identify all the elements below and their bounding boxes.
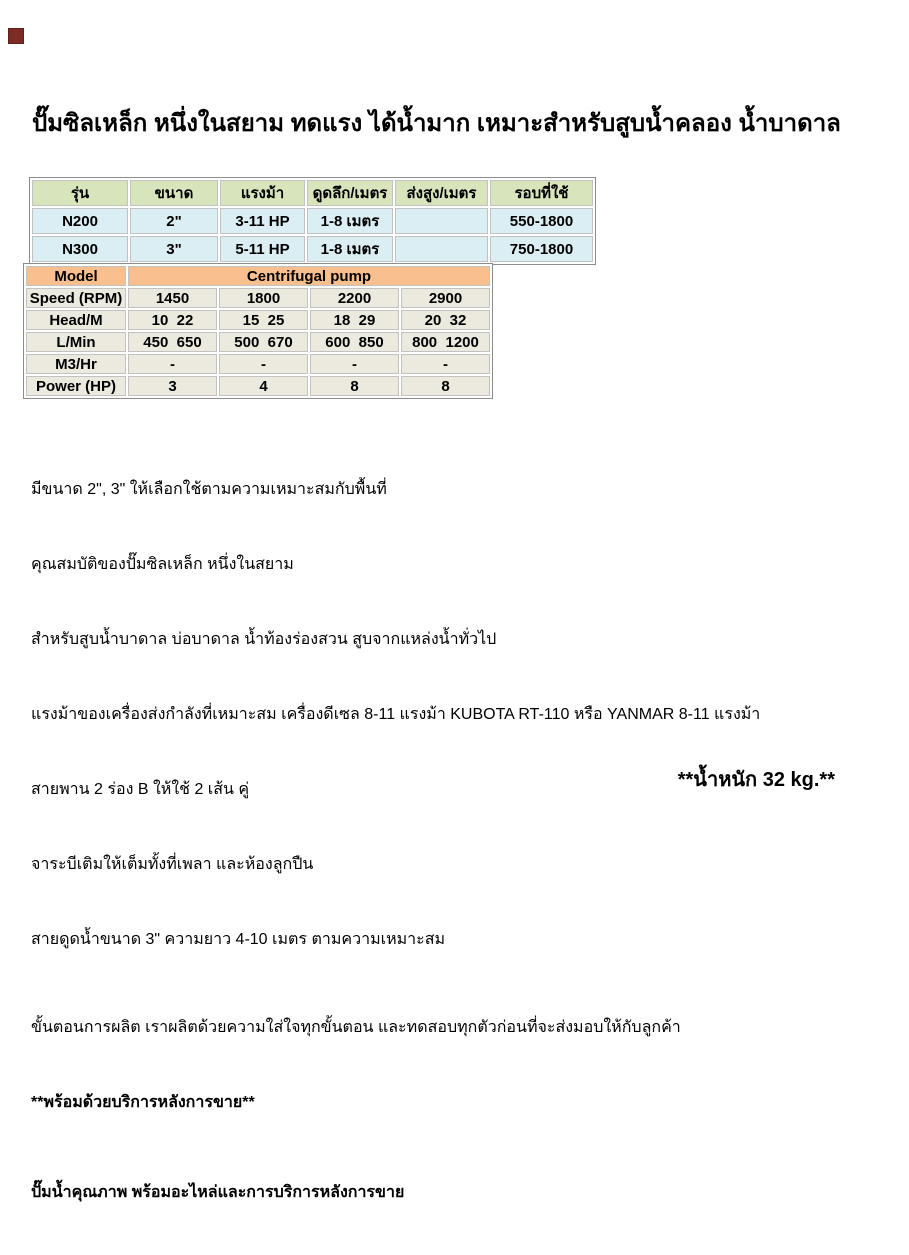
table-cell: 10 22 bbox=[128, 310, 217, 330]
body-line: สายพาน 2 ร่อง B ให้ใช้ 2 เส้น คู่ bbox=[31, 781, 250, 798]
table-cell: 5-11 HP bbox=[220, 236, 305, 262]
body-line: มีขนาด 2", 3" ให้เลือกใช้ตามความเหมาะสมกับพื้นที่ bbox=[31, 481, 387, 498]
row-label: Power (HP) bbox=[26, 376, 126, 396]
pump-header-centrifugal: Centrifugal pump bbox=[128, 266, 490, 286]
after-sales-note: **พร้อมด้วยบริการหลังการขาย** bbox=[31, 1094, 255, 1111]
spec-header-size: ขนาด bbox=[130, 180, 218, 206]
spec-header-head: ส่งสูง/เมตร bbox=[395, 180, 488, 206]
table-cell: 4 bbox=[219, 376, 308, 396]
table-cell: 550-1800 bbox=[490, 208, 593, 234]
table-cell: 3-11 HP bbox=[220, 208, 305, 234]
table-cell: 600 850 bbox=[310, 332, 399, 352]
spec-header-rpm: รอบที่ใช้ bbox=[490, 180, 593, 206]
table-cell: 20 32 bbox=[401, 310, 490, 330]
body-line: คุณสมบัติของปั๊มซิลเหล็ก หนึ่งในสยาม bbox=[31, 556, 294, 573]
table-cell: - bbox=[128, 354, 217, 374]
body-line: สำหรับสูบน้ำบาดาล บ่อบาดาล น้ำท้องร่องสวน สูบจากแหล่งน้ำทั่วไป bbox=[31, 631, 497, 648]
weight-note: **น้ำหนัก 32 kg.** bbox=[677, 769, 835, 791]
body-line: แรงม้าของเครื่องส่งกำลังที่เหมาะสม เครื่องดีเซล 8-11 แรงม้า KUBOTA RT-110 หรือ YANMAR 8-11 แรงม้า bbox=[31, 706, 761, 723]
table-cell: 450 650 bbox=[128, 332, 217, 352]
body-line: สายดูดน้ำขนาด 3" ความยาว 4-10 เมตร ตามความเหมาะสม bbox=[31, 931, 446, 948]
body-line: จาระบีเติมให้เต็มทั้งที่เพลา และห้องลูกปืน bbox=[31, 856, 314, 873]
table-cell: N200 bbox=[32, 208, 128, 234]
body-text bbox=[31, 427, 760, 1255]
spec-header-suction: ดูดลึก/เมตร bbox=[307, 180, 393, 206]
spec-table-header-row bbox=[32, 180, 593, 206]
table-cell: N300 bbox=[32, 236, 128, 262]
pump-table-row-m3hr bbox=[26, 354, 490, 374]
table-cell: 1-8 เมตร bbox=[307, 208, 393, 234]
table-cell bbox=[395, 236, 488, 262]
pump-table bbox=[23, 263, 493, 399]
body-line: ขั้นตอนการผลิต เราผลิตด้วยความใส่ใจทุกขั้นตอน และทดสอบทุกตัวก่อนที่จะส่งมอบให้กับลูกค้า bbox=[31, 1019, 681, 1036]
table-cell bbox=[395, 208, 488, 234]
row-label: Head/M bbox=[26, 310, 126, 330]
table-cell: - bbox=[219, 354, 308, 374]
table-cell: 2" bbox=[130, 208, 218, 234]
table-cell: 500 670 bbox=[219, 332, 308, 352]
pump-table-row-speed bbox=[26, 288, 490, 308]
table-cell: 3 bbox=[128, 376, 217, 396]
pump-table-row-head bbox=[26, 310, 490, 330]
spec-table-row-n200 bbox=[32, 208, 593, 234]
table-cell: 3" bbox=[130, 236, 218, 262]
table-cell: 1450 bbox=[128, 288, 217, 308]
table-cell: 2200 bbox=[310, 288, 399, 308]
table-cell: 8 bbox=[401, 376, 490, 396]
table-cell: 18 29 bbox=[310, 310, 399, 330]
row-label: L/Min bbox=[26, 332, 126, 352]
pump-table-header-row bbox=[26, 266, 490, 286]
quality-note: ปั๊มน้ำคุณภาพ พร้อมอะไหล่และการบริการหลังการขาย bbox=[31, 1184, 405, 1201]
page-title: ปั๊มซิลเหล็ก หนึ่งในสยาม ทดแรง ได้น้ำมาก เหมาะสำหรับสูบน้ำคลอง น้ำบาดาล bbox=[32, 110, 841, 137]
row-label: M3/Hr bbox=[26, 354, 126, 374]
spec-table bbox=[29, 177, 596, 265]
table-cell: - bbox=[310, 354, 399, 374]
table-cell: - bbox=[401, 354, 490, 374]
table-cell: 750-1800 bbox=[490, 236, 593, 262]
table-cell: 800 1200 bbox=[401, 332, 490, 352]
spec-header-hp: แรงม้า bbox=[220, 180, 305, 206]
table-cell: 1-8 เมตร bbox=[307, 236, 393, 262]
pump-header-model: Model bbox=[26, 266, 126, 286]
table-cell: 15 25 bbox=[219, 310, 308, 330]
pump-table-row-power bbox=[26, 376, 490, 396]
row-label: Speed (RPM) bbox=[26, 288, 126, 308]
spec-header-model: รุ่น bbox=[32, 180, 128, 206]
table-cell: 2900 bbox=[401, 288, 490, 308]
spec-table-row-n300 bbox=[32, 236, 593, 262]
table-cell: 1800 bbox=[219, 288, 308, 308]
pump-table-row-lmin bbox=[26, 332, 490, 352]
red-square-marker bbox=[8, 28, 24, 44]
table-cell: 8 bbox=[310, 376, 399, 396]
